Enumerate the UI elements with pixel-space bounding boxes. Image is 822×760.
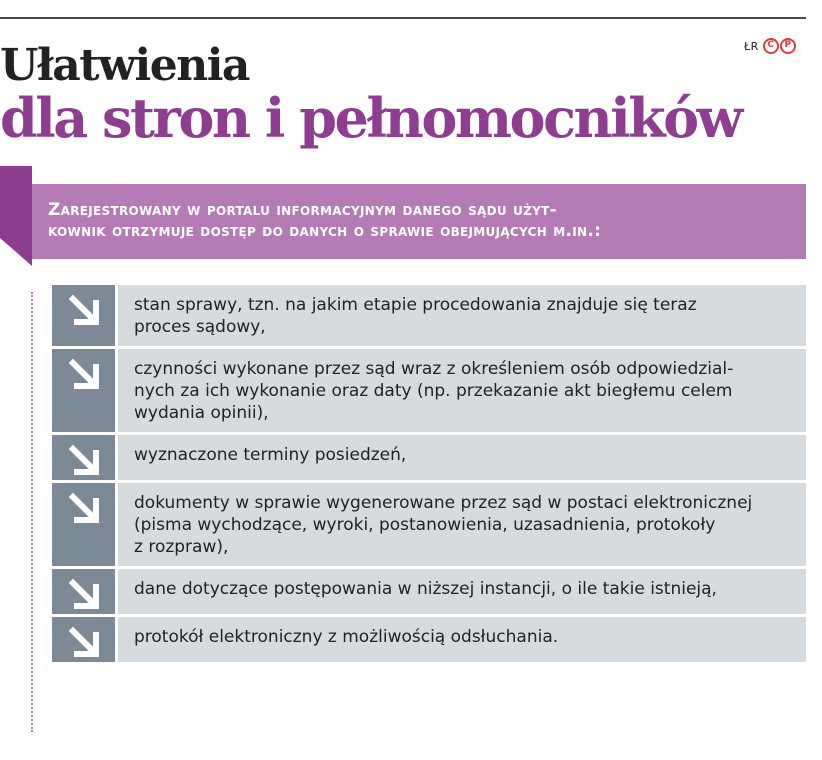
arrow-down-right-icon (52, 435, 115, 480)
arrow-down-right-icon (52, 617, 115, 662)
list-item (52, 569, 806, 614)
list-item-text: dokumenty w sprawie wygenerowane przez sąd w postaci elektronicznej (pisma wychodzące, wyroki, postanowienia, uzasadnienia, protokoły z rozpraw), (118, 483, 806, 566)
intro-band-text: Zarejestrowany w portalu informacyjnym danego sądu użyt- kownik otrzymuje dostęp do danych o sprawie obejmujących m.in.: (48, 200, 602, 241)
purple-flag-decoration (0, 166, 32, 266)
dotted-guide-line (31, 292, 33, 732)
title-line-1: Ułatwienia (0, 40, 249, 91)
list-item (52, 349, 806, 432)
credit-author: ŁR (744, 39, 759, 53)
list-item-text: protokół elektroniczny z możliwością odsłuchania. (118, 617, 806, 662)
cp-logo (763, 38, 796, 54)
arrow-down-right-icon (52, 483, 115, 566)
list-item (52, 617, 806, 662)
top-rule (0, 17, 806, 19)
arrow-down-right-icon (52, 285, 115, 346)
list-item-text: dane dotyczące postępowania w niższej instancji, o ile takie istnieją, (118, 569, 806, 614)
list-item (52, 285, 806, 346)
list-item (52, 483, 806, 566)
list-item-text: wyznaczone terminy posiedzeń, (118, 435, 806, 480)
list-item-text: stan sprawy, tzn. na jakim etapie procedowania znajduje się teraz proces sądowy, (118, 285, 806, 346)
list-item (52, 435, 806, 480)
arrow-down-right-icon (52, 569, 115, 614)
cp-logo-c: C (763, 38, 779, 54)
cp-logo-p: P (780, 38, 796, 54)
list-item-text: czynności wykonane przez sąd wraz z określeniem osób odpowiedzial- nych za ich wykonanie oraz daty (np. przekazanie akt biegłemu celem wydania opinii), (118, 349, 806, 432)
credit (744, 38, 796, 54)
title-line-2: dla stron i pełnomocników (0, 86, 741, 150)
feature-list (52, 285, 806, 665)
intro-band (32, 184, 806, 259)
arrow-down-right-icon (52, 349, 115, 432)
